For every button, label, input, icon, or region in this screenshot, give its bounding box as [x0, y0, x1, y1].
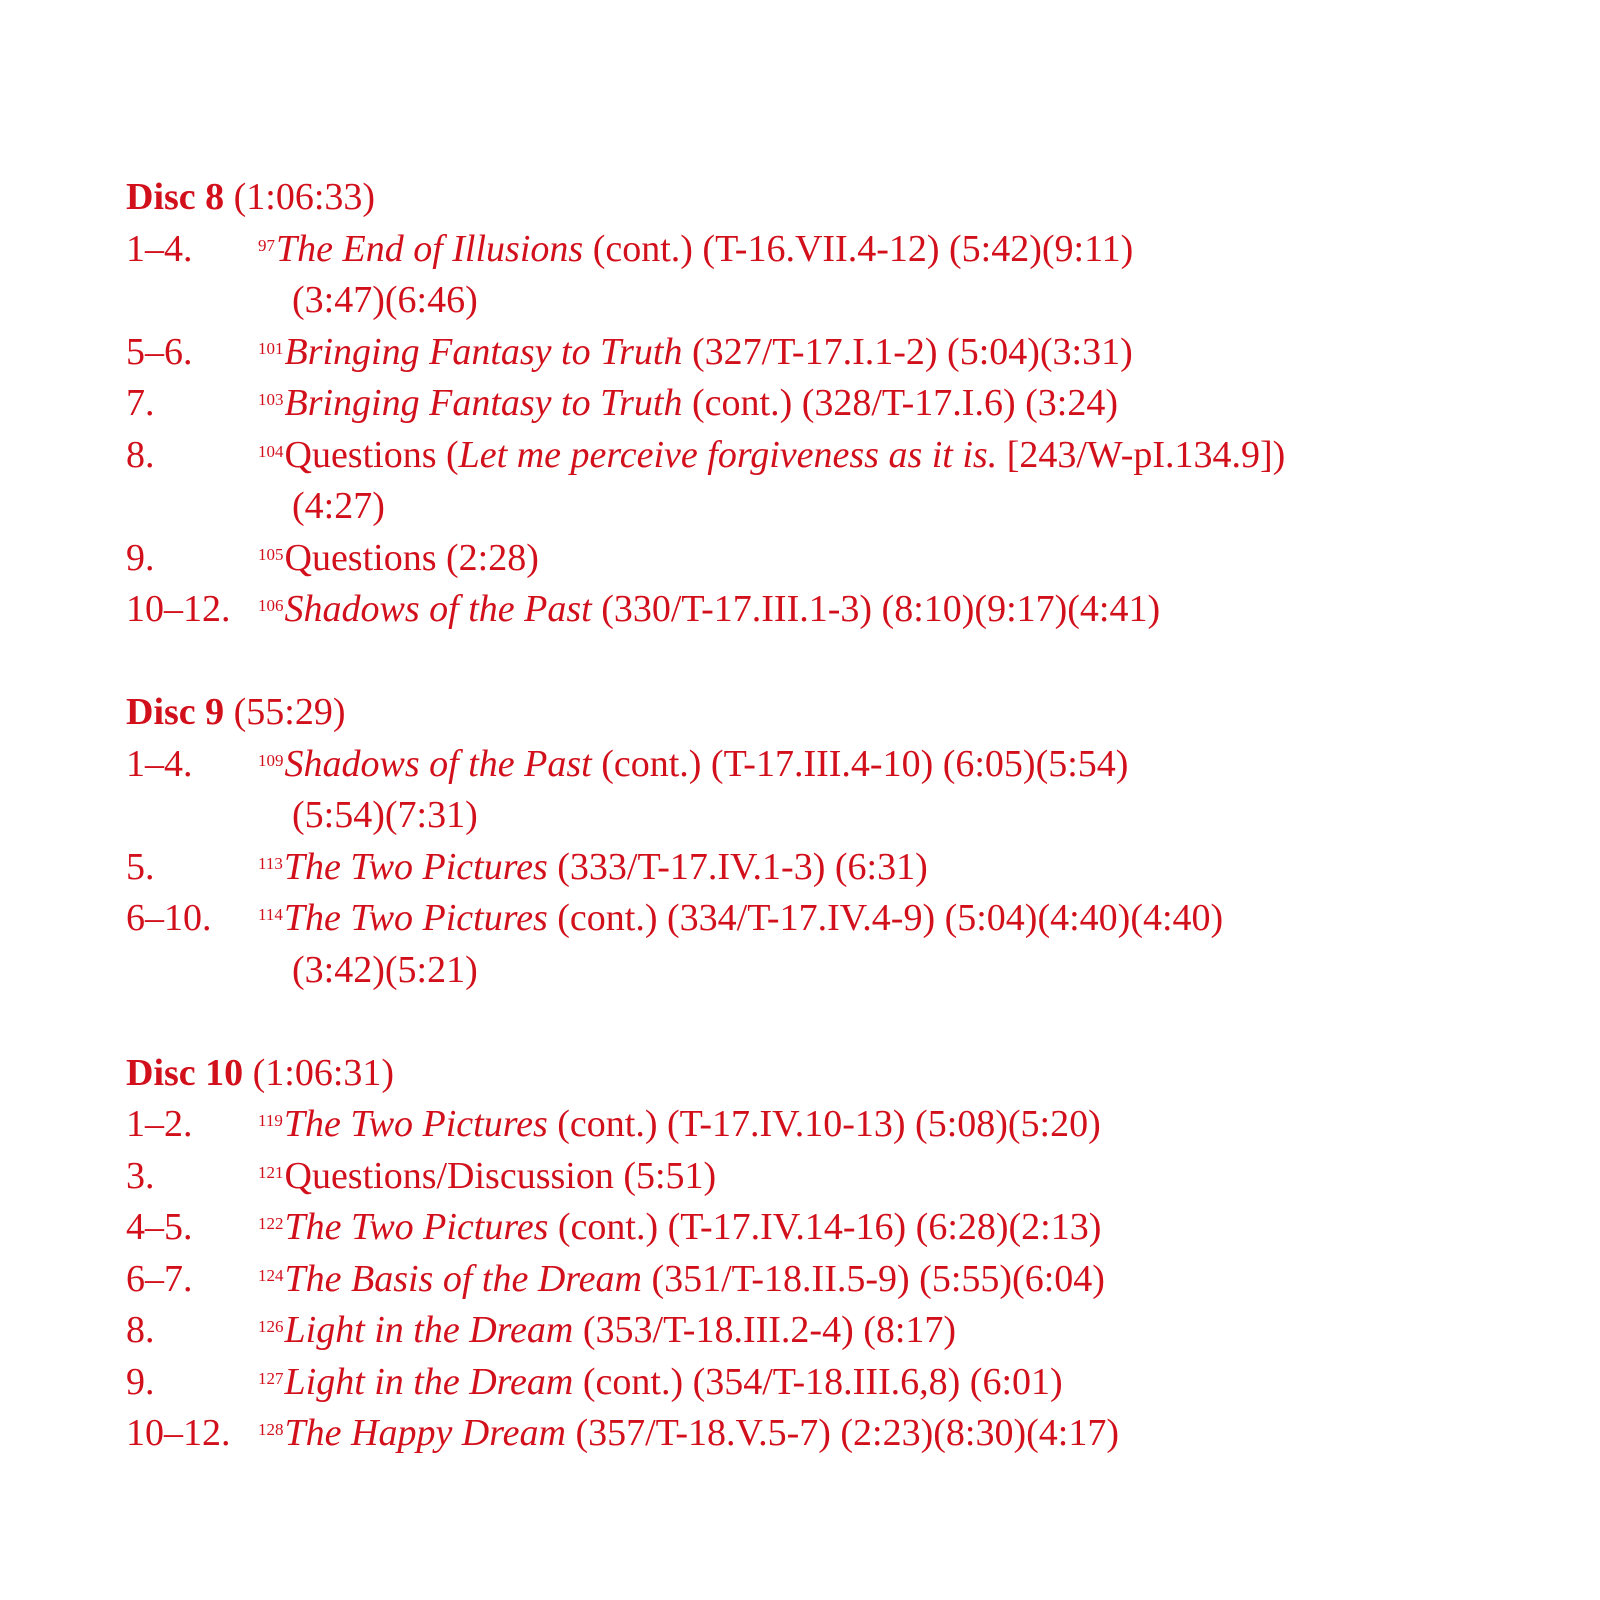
track-number: 9. [126, 536, 155, 579]
track-text: (cont.) (T-17.IV.10-13) (5:08)(5:20) [547, 1103, 1101, 1145]
track-title: Shadows of the Past [284, 588, 592, 630]
track-row [126, 842, 1566, 894]
track-description [258, 1151, 1433, 1203]
track-row [126, 430, 1566, 533]
track-number: 1–2. [126, 1103, 193, 1145]
track-text: (353/T-18.III.2-4) (8:17) [573, 1309, 957, 1351]
disc-label: Disc 8 [126, 176, 225, 218]
track-description [258, 739, 1433, 842]
track-text: (cont.) (334/T-17.IV.4-9) (5:04)(4:40)(4:40) [547, 897, 1224, 939]
track-row [126, 1151, 1566, 1203]
track-description [258, 327, 1433, 379]
track-number: 10–12. [126, 1412, 231, 1454]
track-title: The Happy Dream [284, 1412, 566, 1454]
track-number: 5. [126, 845, 155, 888]
track-text: (357/T-18.V.5-7) (2:23)(8:30)(4:17) [565, 1412, 1119, 1454]
disc-section [126, 1048, 1566, 1460]
track-description [258, 893, 1433, 996]
footnote-number: 128 [258, 1420, 284, 1439]
track-title: The Two Pictures [283, 897, 548, 939]
track-title: The End of Illusions [276, 227, 584, 270]
footnote-number: 113 [258, 853, 283, 873]
track-number: 7. [126, 382, 155, 424]
disc-section [126, 687, 1566, 996]
track-number: 1–4. [126, 227, 193, 270]
footnote-number: 103 [258, 390, 284, 409]
track-description [258, 430, 1433, 533]
track-row [126, 224, 1566, 327]
footnote-number: 105 [258, 544, 284, 564]
track-row [126, 327, 1566, 379]
track-description [258, 378, 1433, 430]
footnote-number: 124 [258, 1265, 284, 1285]
track-title: Light in the Dream [284, 1309, 574, 1351]
footnote-number: 119 [258, 1111, 283, 1130]
track-text: (cont.) (T-17.III.4-10) (6:05)(5:54) [591, 742, 1129, 785]
track-text: (cont.) (354/T-18.III.6,8) (6:01) [573, 1360, 1063, 1403]
track-text: Questions (2:28) [284, 536, 539, 579]
track-row [126, 1357, 1566, 1409]
disc-label: Disc 9 [126, 691, 225, 733]
track-text: (351/T-18.II.5-9) (5:55)(6:04) [641, 1257, 1105, 1300]
track-text: [243/W-pI.134.9]) [997, 433, 1286, 476]
track-number: 9. [126, 1360, 155, 1403]
footnote-number: 109 [258, 750, 284, 770]
footnote-number: 122 [258, 1214, 284, 1233]
track-number: 8. [126, 433, 155, 476]
track-durations-continued: (3:42)(5:21) [292, 948, 478, 991]
track-title: Shadows of the Past [284, 742, 592, 785]
track-description [258, 584, 1433, 636]
track-number: 5–6. [126, 330, 193, 373]
track-description [258, 1202, 1433, 1254]
track-row [126, 1202, 1566, 1254]
track-row [126, 1099, 1566, 1151]
track-description [258, 224, 1433, 327]
track-title: The Two Pictures [283, 845, 548, 888]
track-durations-continued: (5:54)(7:31) [292, 794, 478, 836]
track-description [258, 1357, 1433, 1409]
footnote-number: 97 [258, 235, 275, 255]
track-durations-continued: (4:27) [292, 485, 385, 527]
track-number: 4–5. [126, 1206, 193, 1248]
disc-heading [126, 172, 1566, 224]
track-row [126, 533, 1566, 585]
track-text: (cont.) (T-16.VII.4-12) (5:42)(9:11) [583, 227, 1134, 270]
track-text: Questions/Discussion (5:51) [284, 1154, 717, 1197]
disc-section [126, 172, 1566, 636]
track-number: 8. [126, 1309, 155, 1351]
track-description [258, 1305, 1433, 1357]
track-text: (333/T-17.IV.1-3) (6:31) [547, 845, 928, 888]
track-description [258, 1254, 1433, 1306]
track-title: The Basis of the Dream [284, 1257, 642, 1300]
track-title: The Two Pictures [283, 1103, 548, 1145]
track-text: (327/T-17.I.1-2) (5:04)(3:31) [682, 330, 1133, 373]
track-description [258, 842, 1433, 894]
track-number: 3. [126, 1154, 155, 1197]
track-number: 10–12. [126, 588, 231, 630]
track-row [126, 739, 1566, 842]
footnote-number: 101 [258, 338, 284, 358]
track-description [258, 1099, 1433, 1151]
track-title: Let me perceive forgiveness as it is. [458, 433, 998, 476]
track-row [126, 584, 1566, 636]
track-row [126, 1254, 1566, 1306]
footnote-number: 104 [258, 441, 284, 461]
track-text: (cont.) (T-17.IV.14-16) (6:28)(2:13) [548, 1206, 1102, 1248]
track-text: Questions ( [284, 433, 459, 476]
track-title: Light in the Dream [284, 1360, 574, 1403]
track-row [126, 378, 1566, 430]
footnote-number: 126 [258, 1317, 284, 1336]
footnote-number: 114 [258, 905, 283, 924]
track-row [126, 893, 1566, 996]
track-text: (330/T-17.III.1-3) (8:10)(9:17)(4:41) [591, 588, 1161, 630]
track-number: 6–10. [126, 897, 212, 939]
track-row [126, 1408, 1566, 1460]
footnote-number: 121 [258, 1162, 284, 1182]
disc-duration: (55:29) [233, 691, 346, 733]
track-title: Bringing Fantasy to Truth [284, 330, 683, 373]
track-number: 1–4. [126, 742, 193, 785]
disc-label: Disc 10 [126, 1051, 244, 1094]
track-listing [126, 172, 1566, 1460]
disc-duration: (1:06:33) [233, 176, 376, 218]
footnote-number: 106 [258, 596, 284, 615]
track-title: The Two Pictures [284, 1206, 549, 1248]
track-description [258, 533, 1433, 585]
disc-heading [126, 687, 1566, 739]
disc-heading [126, 1048, 1566, 1100]
track-number: 6–7. [126, 1257, 193, 1300]
track-durations-continued: (3:47)(6:46) [292, 279, 478, 321]
track-row [126, 1305, 1566, 1357]
track-text: (cont.) (328/T-17.I.6) (3:24) [682, 382, 1118, 424]
footnote-number: 127 [258, 1368, 284, 1388]
track-description [258, 1408, 1433, 1460]
track-title: Bringing Fantasy to Truth [284, 382, 683, 424]
disc-duration: (1:06:31) [252, 1051, 395, 1094]
